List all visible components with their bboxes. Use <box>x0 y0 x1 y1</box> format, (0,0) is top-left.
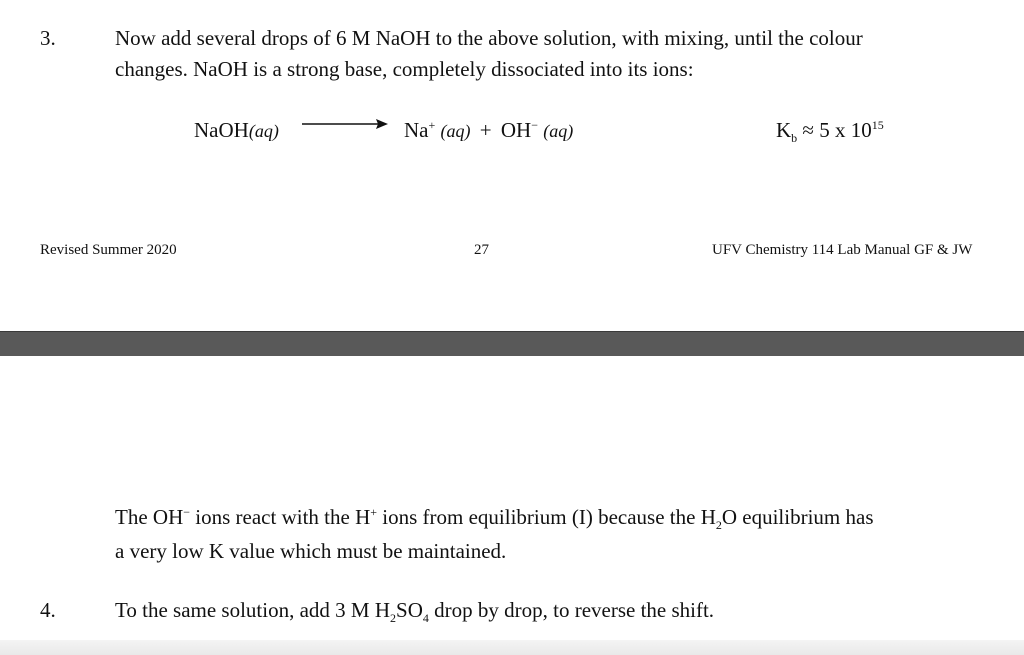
k-approx: ≈ 5 x 10 <box>802 118 872 142</box>
hydroxide-state: (aq) <box>543 121 574 141</box>
equation-reactant <box>194 115 279 147</box>
sodium-ion: Na <box>404 118 429 142</box>
k-exponent: 15 <box>871 118 884 132</box>
para-text-2: ions react with the <box>190 505 356 529</box>
para-h2o-h: H <box>700 505 716 529</box>
para-h2o-sub: 2 <box>715 518 722 533</box>
hydroxide-charge: − <box>531 118 538 132</box>
equation-products <box>404 115 573 147</box>
para-text-4: equilibrium has <box>737 505 874 529</box>
paragraph-line-2: a very low K value which must be maintained. <box>115 539 507 563</box>
footer-left: Revised Summer 2020 <box>40 242 177 258</box>
item-4-h-sub: 2 <box>390 611 397 626</box>
page-divider <box>0 331 1024 356</box>
k-subscript: b <box>791 131 798 146</box>
sodium-state: (aq) <box>440 121 471 141</box>
reactant-formula: NaOH <box>194 118 249 142</box>
paragraph-line-1 <box>115 502 874 533</box>
para-text-1: The <box>115 505 153 529</box>
footer-page-number: 27 <box>474 242 489 258</box>
para-oh-charge: − <box>183 505 191 519</box>
item-4-so-sub: 4 <box>422 611 429 626</box>
para-oh: OH <box>152 505 184 529</box>
item-4-so: SO <box>396 598 423 622</box>
para-h2o-o: O <box>721 505 738 529</box>
kb-value <box>776 115 884 146</box>
hydroxide-ion: OH <box>500 118 532 142</box>
para-text-3: ions from equilibrium (I) because the <box>377 505 701 529</box>
page-bottom-edge <box>0 640 1024 655</box>
reaction-arrow-icon <box>302 117 388 131</box>
item-3-number: 3. <box>40 26 56 50</box>
item-4-number: 4. <box>40 598 56 622</box>
item-4-text <box>115 595 714 626</box>
item-3-line-1: Now add several drops of 6 M NaOH to the above solution, with mixing, until the colour <box>115 26 863 50</box>
para-h: H <box>355 505 371 529</box>
plus-sign: + <box>479 118 492 142</box>
item-4-text-1: To the same solution, add 3 M <box>115 598 375 622</box>
reactant-state: (aq) <box>248 121 279 141</box>
k-symbol: K <box>776 118 792 142</box>
item-4-text-2: drop by drop, to reverse the shift. <box>428 598 715 622</box>
item-3-line-2: changes. NaOH is a strong base, completely dissociated into its ions: <box>115 57 694 81</box>
footer-right: UFV Chemistry 114 Lab Manual GF & JW <box>712 242 973 258</box>
item-4-h: H <box>374 598 391 622</box>
sodium-charge: + <box>428 118 436 132</box>
para-h-charge: + <box>370 505 378 519</box>
